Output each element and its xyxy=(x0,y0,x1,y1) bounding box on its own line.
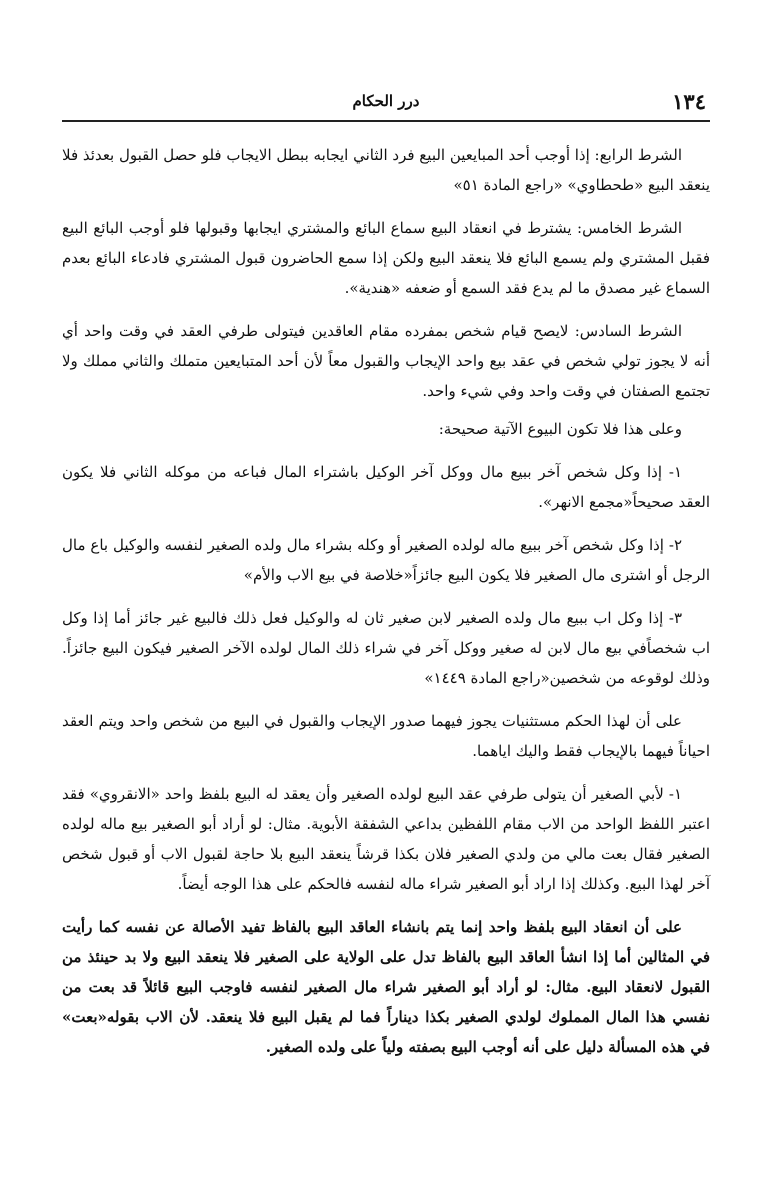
paragraph-condition-6: الشرط السادس: لايصح قيام شخص بمفرده مقام العاقدين فيتولى طرفي العقد في وقت واحد أي أنه لا يجوز تولي شخص في عقد بيع واحد الإيجاب والقبول معاً لأن أحد المتبايعين متملك والثاني مملك ولا تجتمع الصفتان في وقت واحد وفي شيء واحد. xyxy=(62,322,710,400)
list-item-1: ١- إذا وكل شخص آخر ببيع مال ووكل آخر الوكيل باشتراء المال فباعه من موكله الثاني فلا يكون العقد صحيحاً«مجمع الانهر». xyxy=(62,463,710,511)
paragraph-condition-4: الشرط الرابع: إذا أوجب أحد المبايعين البيع فرد الثاني ايجابه ببطل الايجاب فلو حصل القبول بعدئذ فلا ينعقد البيع «طحطاوي» «راجع المادة ٥١» xyxy=(62,146,710,194)
list-item-2: ٢- إذا وكل شخص آخر ببيع ماله لولده الصغير أو وكله بشراء مال ولده الصغير لنفسه والوكيل باع مال الرجل أو اشترى مال الصغير فلا يكون البيع جائزاً«خلاصة في بيع الاب والأم» xyxy=(62,536,710,584)
page-body xyxy=(62,140,710,1075)
page-number: ١٣٤ xyxy=(672,89,706,114)
running-title: درر الحكام xyxy=(352,92,420,110)
running-header xyxy=(62,88,710,122)
exception-item-1: ١- لأبي الصغير أن يتولى طرفي عقد البيع لولده الصغير وأن يعقد له البيع بلفظ واحد «الانقروي» فقد اعتبر اللفظ الواحد من الاب مقام اللفظين بداعي الشفقة الأبوية. مثال: لو أراد أبو الصغير بيع ماله لولده الصغير فقال بعت مالي من ولدي الصغير فلان بكذا قرشاً ينعقد البيع بلا حاجة لقبول الاب أو قبول شخص آخر لهذا البيع. وكذلك إذا اراد أبو الصغير شراء ماله لنفسه فالحكم على هذا الوجه أيضاً. xyxy=(62,785,710,893)
paragraph-exceptions: على أن لهذا الحكم مستثنيات يجوز فيهما صدور الإيجاب والقبول في البيع من شخص واحد ويتم العقد احياناً فيهما بالإيجاب فقط واليك اياهما. xyxy=(62,712,710,760)
paragraph-single-word-sale: على أن انعقاد البيع بلفظ واحد إنما يتم بانشاء العاقد البيع بالفاظ تفيد الأصالة عن نفسه كما رأيت في المثالين أما إذا انشأ العاقد البيع بالفاظ تدل على الولاية على الصغير فلا ينعقد البيع ولا بد حينئذ من القبول لانعقاد البيع. مثال: لو أراد أبو الصغير شراء مال الصغير لنفسه فاوجب البيع قائلاً قد بعت من نفسي هذا المال المملوك لولدي الصغير بكذا ديناراً فما لم يقبل البيع فلا ينعقد. لأن الاب بقوله«بعت» في هذه المسألة دليل على أنه أوجب البيع بصفته ولياً على ولده الصغير. xyxy=(62,918,710,1056)
paragraph-intro-invalid-sales: وعلى هذا فلا تكون البيوع الآتية صحيحة: xyxy=(438,420,682,438)
paragraph-condition-5: الشرط الخامس: يشترط في انعقاد البيع سماع البائع والمشتري ايجابها وقبولها فلو أوجب البائع البيع فقبل المشتري ولم يسمع البائع فلا ينعقد البيع ولكن إذا سمع الحاضرون قبول المشتري فادعاء البائع بعدم السماع غير مصدق ما لم يدع فقد السمع أو ضعفه «هندية». xyxy=(62,219,710,297)
list-item-3: ٣- إذا وكل اب ببيع مال ولده الصغير لابن صغير ثان له والوكيل فعل ذلك فالبيع غير جائز أما إذا وكل اب شخصاًفي بيع مال لابن له صغير ووكل آخر في شراء ذلك المال لولده الآخر الصغير فيكون البيع جائزاً. وذلك لوقوعه من شخصين«راجع المادة ١٤٤٩» xyxy=(62,609,710,687)
